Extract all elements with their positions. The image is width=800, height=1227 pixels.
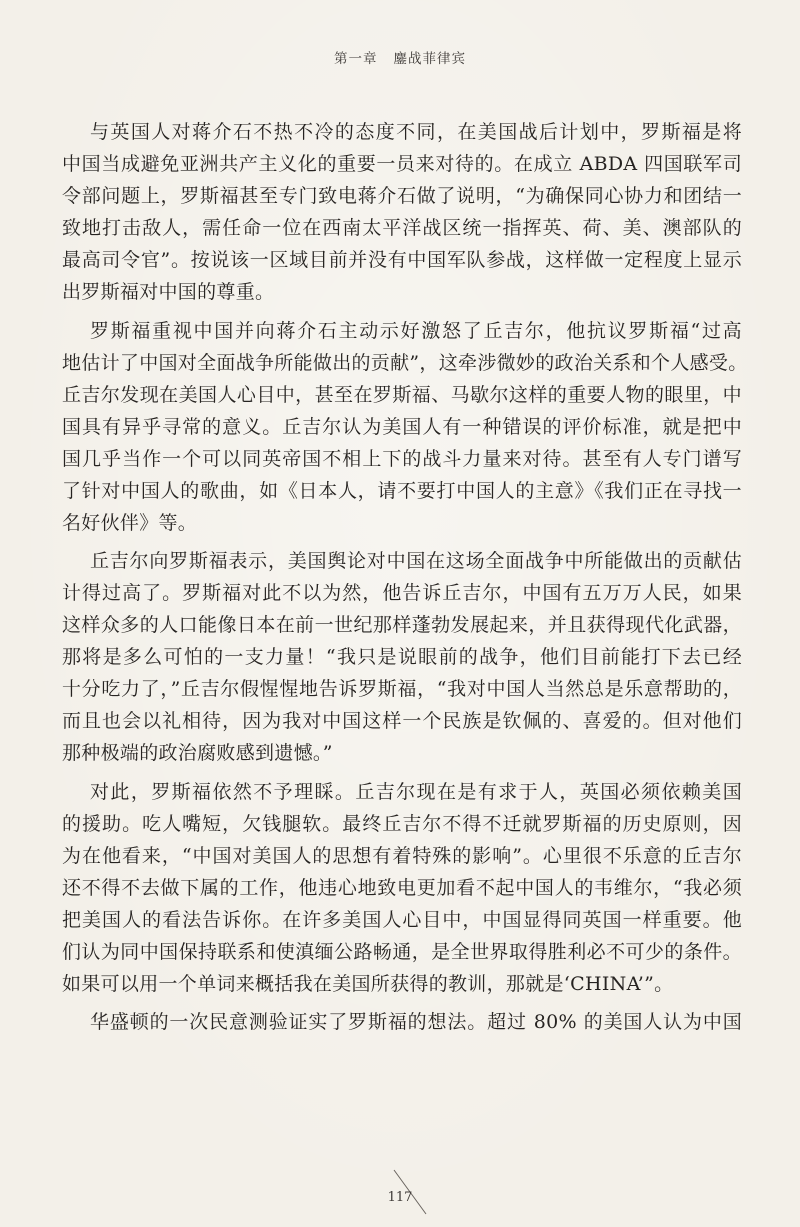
paragraph: [62, 1006, 742, 1038]
text-line: 丘吉尔发现在美国人心目中，甚至在罗斯福、马歇尔这样的重要人物的眼里，中: [62, 383, 742, 406]
text-line: 为在他看来，“中国对美国人的思想有着特殊的影响”。心里很不乐意的丘吉尔: [62, 844, 742, 867]
running-header: [0, 47, 800, 67]
text-line: 这样众多的人口能像日本在前一世纪那样蓬勃发展起来，并且获得现代化武器，: [62, 614, 742, 636]
text-line: 国具有异乎寻常的意义。丘吉尔认为美国人有一种错误的评价标准，就是把中: [62, 415, 742, 438]
text-line: 出罗斯福对中国的尊重。: [62, 281, 275, 303]
paragraph: [62, 315, 748, 539]
text-line: 十分吃力了，”丘吉尔假惺惺地告诉罗斯福，“我对中国人当然总是乐意帮助的，: [62, 678, 742, 700]
text-line: 地估计了中国对全面战争所能做出的贡献”，这牵涉微妙的政治关系和个人感受。: [62, 351, 748, 374]
paragraph: [62, 545, 742, 769]
text-line: 致地打击敌人，需任命一位在西南太平洋战区统一指挥英、荷、美、澳部队的: [62, 217, 742, 239]
text-line: 那将是多么可怕的一支力量！“我只是说眼前的战争，他们目前能打下去已经: [62, 646, 742, 668]
page-number: 117: [387, 1190, 413, 1205]
text-line: 那种极端的政治腐败感到遗憾。”: [62, 742, 333, 764]
text-line: 令部问题上，罗斯福甚至专门致电蒋介石做了说明，“为确保同心协力和团结一: [62, 185, 742, 207]
text-line: 如果可以用一个单词来概括我在美国所获得的教训，那就是‘CHINA’”。: [62, 972, 674, 995]
chapter-label: 第一章: [334, 51, 378, 67]
chapter-title: 鏖战菲律宾: [393, 51, 466, 67]
text-line: 中国当成避免亚洲共产主义化的重要一员来对待的。在成立 ABDA 四国联军司: [62, 153, 742, 175]
paragraph: [62, 776, 742, 1000]
text-line: 与英国人对蒋介石不热不冷的态度不同，在美国战后计划中，罗斯福是将: [90, 121, 742, 143]
text-line: 的援助。吃人嘴短，欠钱腿软。最终丘吉尔不得不迁就罗斯福的历史原则，因: [62, 812, 742, 835]
text-line: 国几乎当作一个可以同英帝国不相上下的战斗力量来对待。甚至有人专门谱写: [62, 447, 742, 470]
text-line: 名好伙伴》等。: [62, 511, 198, 534]
paragraph: [62, 116, 742, 308]
text-line: 计得过高了。罗斯福对此不以为然，他告诉丘吉尔，中国有五万万人民，如果: [62, 582, 742, 604]
text-line: 而且也会以礼相待，因为我对中国这样一个民族是钦佩的、喜爱的。但对他们: [62, 710, 742, 732]
text-line: 们认为同中国保持联系和使滇缅公路畅通，是全世界取得胜利必不可少的条件。: [62, 940, 742, 963]
text-line: 对此，罗斯福依然不予理睬。丘吉尔现在是有求于人，英国必须依赖美国: [90, 780, 742, 803]
text-line: 了针对中国人的歌曲，如《日本人，请不要打中国人的主意》《我们正在寻找一: [62, 479, 742, 502]
text-line: 华盛顿的一次民意测验证实了罗斯福的想法。超过 80% 的美国人认为中国: [90, 1011, 742, 1033]
text-line: 罗斯福重视中国并向蒋介石主动示好激怒了丘吉尔，他抗议罗斯福“过高: [90, 319, 742, 342]
text-line: 丘吉尔向罗斯福表示，美国舆论对中国在这场全面战争中所能做出的贡献估: [90, 550, 742, 572]
body-text: [62, 116, 748, 1045]
text-line: 还不得不去做下属的工作，他违心地致电更加看不起中国人的韦维尔，“我必须: [62, 876, 742, 899]
text-line: 把美国人的看法告诉你。在许多美国人心目中，中国显得同英国一样重要。他: [62, 908, 742, 931]
text-line: 最高司令官”。按说该一区域目前并没有中国军队参战，这样做一定程度上显示: [62, 249, 742, 271]
